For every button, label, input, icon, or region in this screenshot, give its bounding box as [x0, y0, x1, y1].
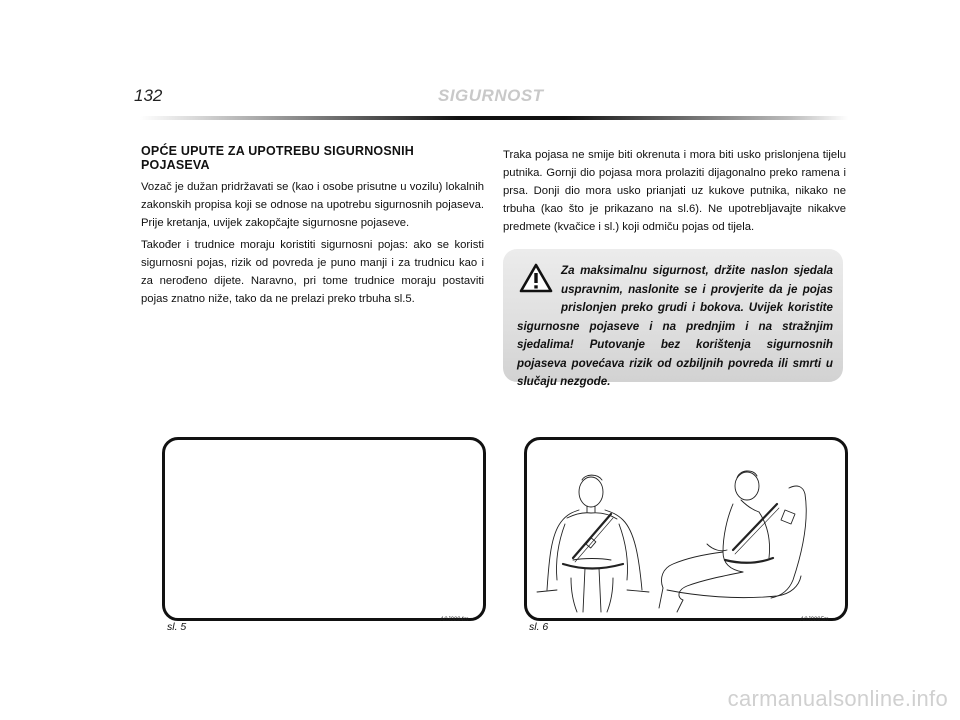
figure-caption-sl6: sl. 6: [529, 621, 549, 633]
paragraph-driver-obligation: Vozač je dužan pridržavati se (kao i osobe prisutne u vozilu) lokalnih zakonskih propisa koji se odnose na upotrebu sigurnosnih pojaseva. Prije kretanja, uvijek zakopčajte sigurnosne pojaseve.: [141, 181, 484, 229]
section-heading: OPĆE UPUTE ZA UPOTREBU SIGURNOSNIH POJASEVA: [141, 144, 415, 172]
warning-text: Za maksimalnu sigurnost, držite naslon sjedala uspravnim, naslonite se i provjerite da je pojas prislonjen preko grudi i bokova. Uvijek koristite sigurnosne pojaseve i na prednjim i na stražnjim sjedalima! Putovanje bez korištenja sigurnosnih pojaseva povećava rizik od ozbiljnih povreda ili smrti u slučaju nezgode.: [517, 264, 833, 388]
header-rule: [140, 116, 848, 120]
left-seat-outline: [547, 510, 579, 590]
page-number: 132: [134, 86, 163, 105]
right-seat-outline: [771, 486, 806, 598]
warning-box: [503, 249, 843, 388]
left-column: [141, 144, 484, 312]
figure-code-sl5: A0J0094m: [440, 617, 469, 623]
figure-sl5-frame: [162, 437, 486, 621]
figure-code-sl6: A0J0095m: [800, 617, 829, 623]
seatbelt-illustration: [527, 440, 845, 618]
right-column: [503, 146, 846, 240]
figure-sl6-frame: [524, 437, 848, 621]
paragraph-pregnant-women: Također i trudnice moraju koristiti sigurnosni pojas: ako se koristi sigurnosni pojas, rizik od povreda je puno manji i za trudnicu kao i za nerođeno dijete. Naravno, pri tome trudnice moraju postaviti pojas znatno niže, tako da ne prelazi preko trbuha sl.5.: [141, 239, 484, 305]
watermark-text: carmanualsonline.info: [727, 686, 948, 711]
figure-caption-sl5: sl. 5: [167, 621, 187, 633]
paragraph-belt-position: Traka pojasa ne smije biti okrenuta i mora biti usko prislonjena tijelu putnika. Gornji dio pojasa mora prolaziti dijagonalno preko ramena i prsa. Donji dio mora usko prianjati uz kukove putnika, nikako ne trbuha (kao što je prikazano na sl.6). Ne upotrebljavajte nikakve predmete (kvačice i sl.) koji odmiču pojas od tijela.: [503, 149, 846, 233]
section-title: SIGURNOST: [438, 86, 544, 105]
